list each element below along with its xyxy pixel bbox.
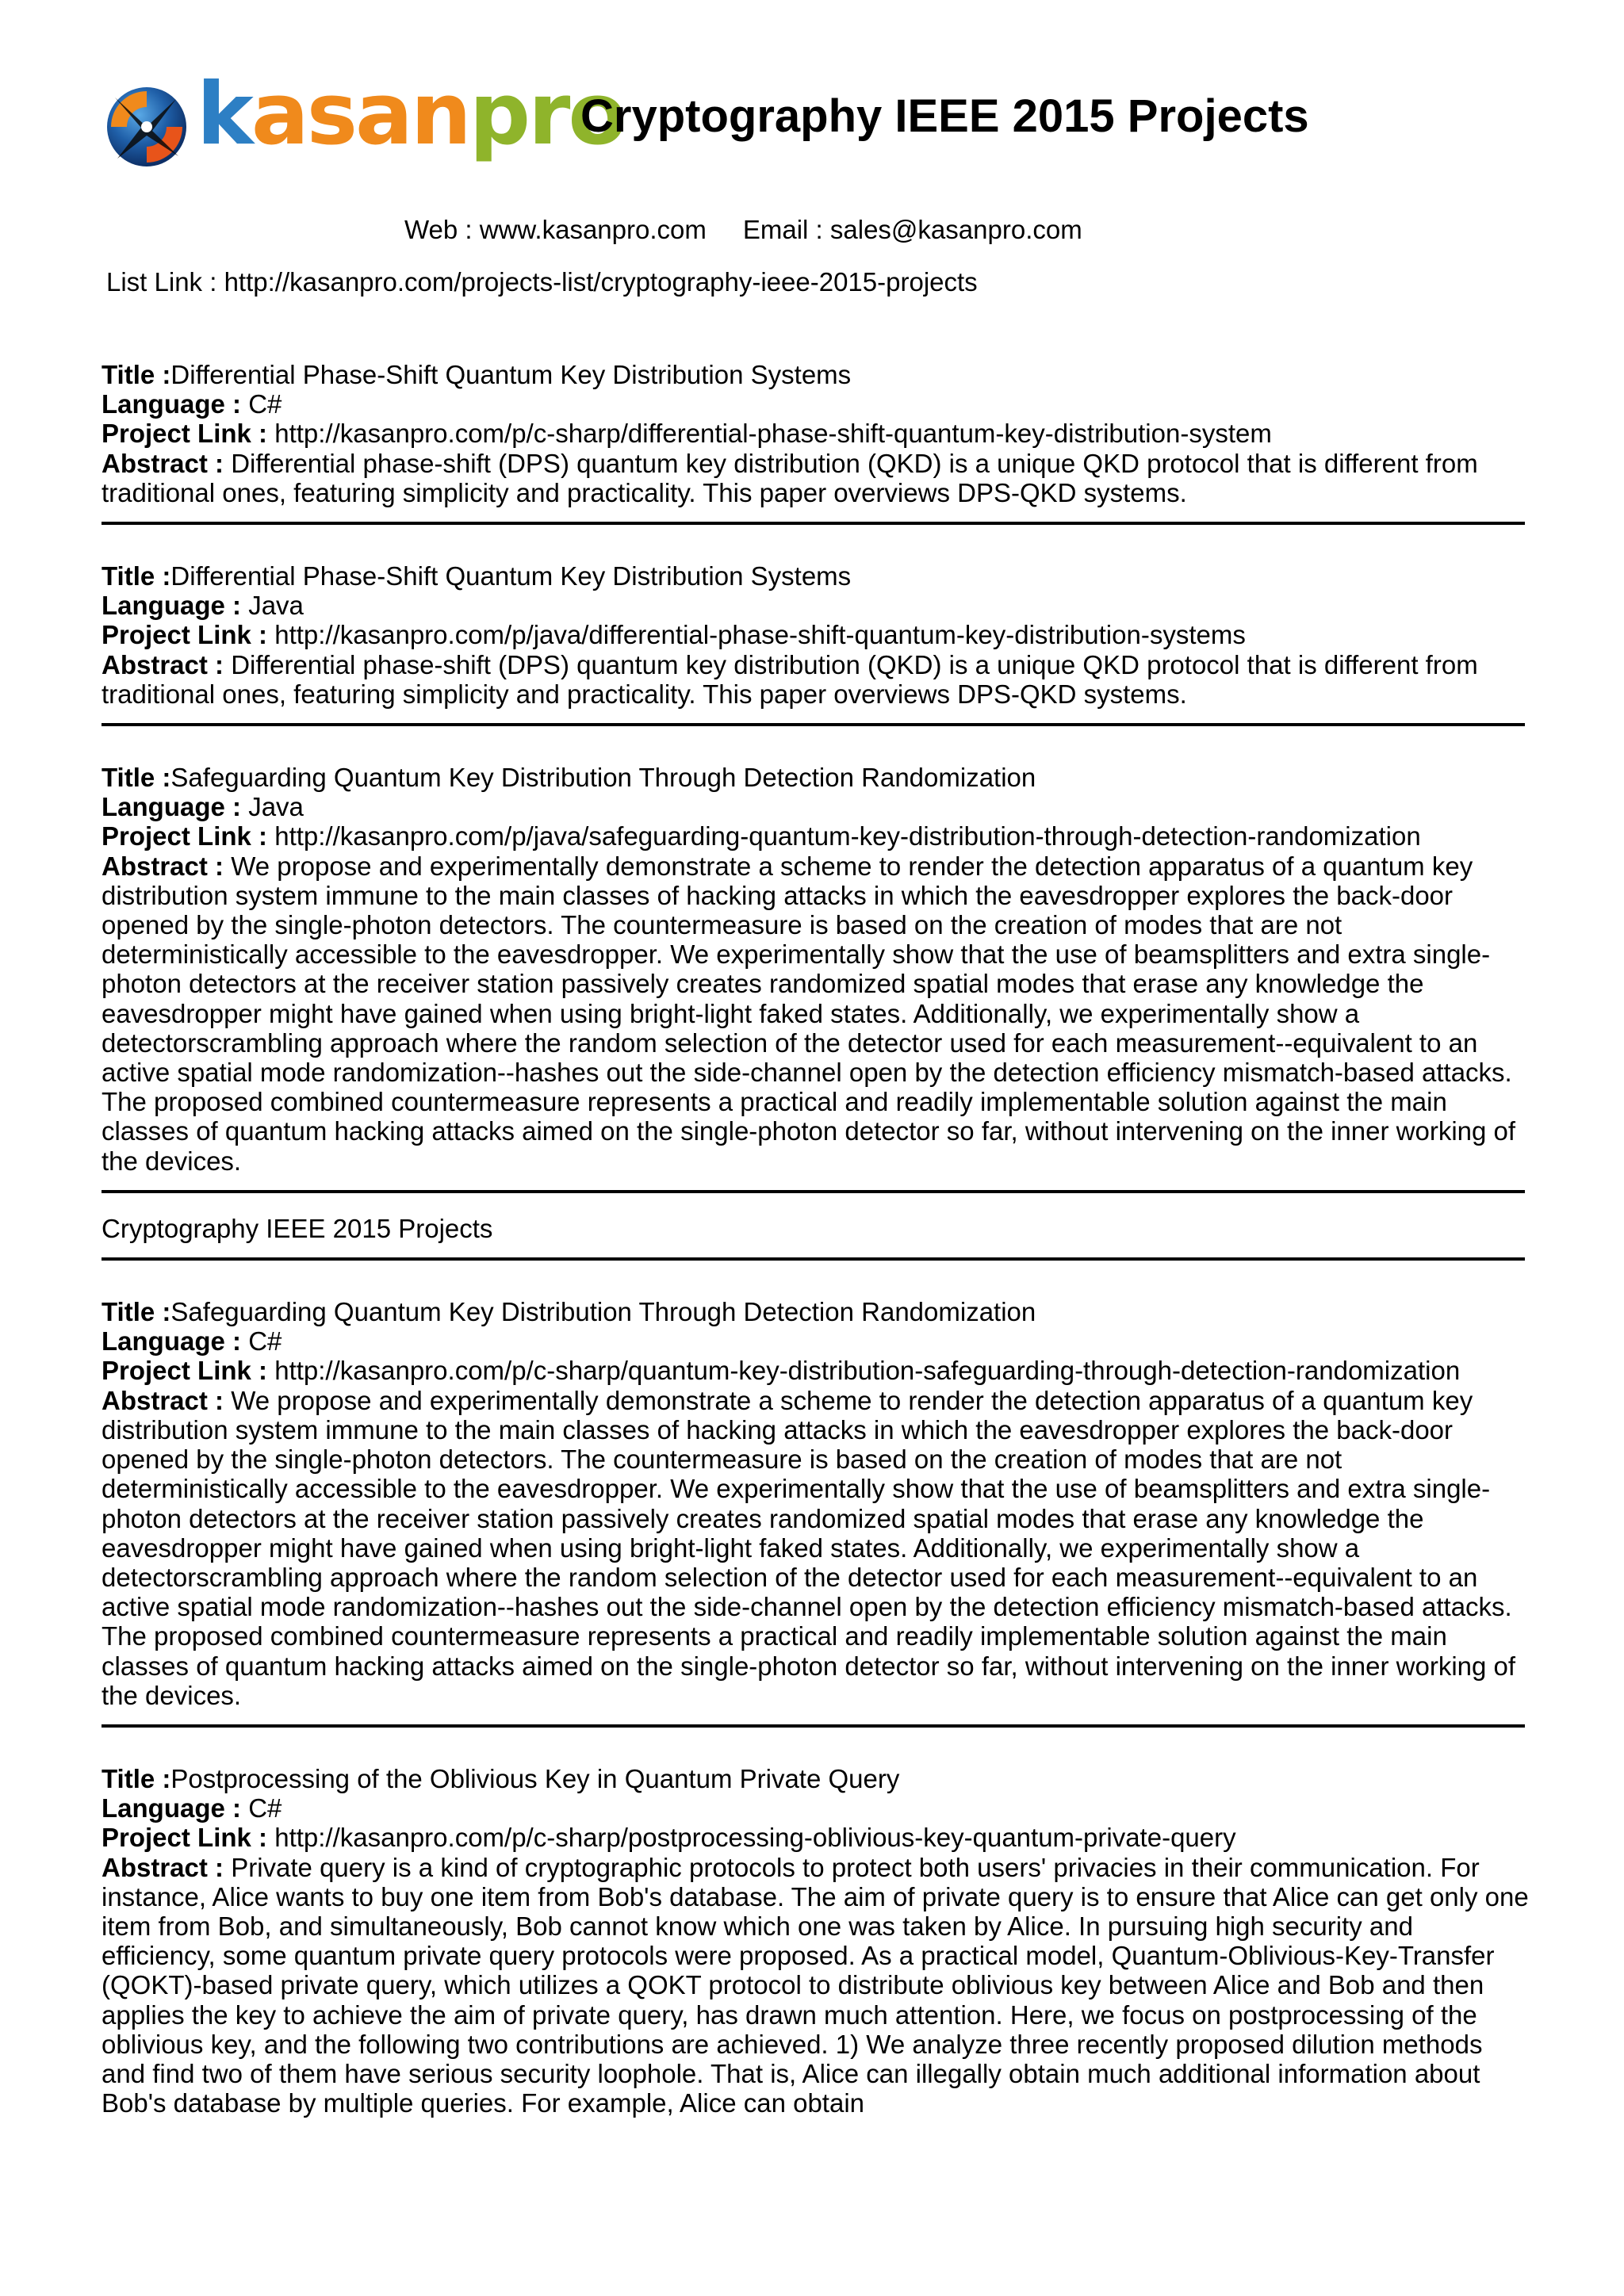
entry-abstract-row: Abstract : Differential phase-shift (DPS) quantum key distribution (QKD) is a unique QKD protocol that is different from traditional ones, featuring simplicity and practicality. This paper overviews DPS-QKD systems. <box>102 448 1478 507</box>
entry-abstract-row: Abstract : We propose and experimentally demonstrate a scheme to render the detection apparatus of a quantum key distribution system immune to the main classes of hacking attacks in which the eavesdropper explores the back-door opened by the single-photon detectors. The countermeasure is based on the creation of modes that are not deterministically accessible to the eavesdropper. We experimentally show that the use of beamsplitters and extra single-photon detectors at the receiver station passively creates randomized spatial modes that erase any knowledge the eavesdropper might have gained when using bright-light faked states. Additionally, we experimentally show a detectorscrambling approach where the random selection of the detector used for each measurement--equivalent to an active spatial mode randomization--hashes out the side-channel open by the detection efficiency mismatch-based attacks. The proposed combined countermeasure represents a practical and readily implementable solution against the main classes of quantum hacking attacks aimed on the single-photon detector so far, without intervening on the inner working of the devices. <box>102 1385 1516 1710</box>
project-entry <box>102 360 1529 525</box>
project-entry <box>102 1297 1529 1728</box>
project-entry <box>102 561 1529 726</box>
globe-star-icon <box>103 83 190 170</box>
entry-language-row: Language : Java <box>102 591 304 621</box>
entry-link-row: Project Link : http://kasanpro.com/p/c-sharp/differential-phase-shift-quantum-key-distribution-system <box>102 419 1272 449</box>
entry-title-row: Title :Postprocessing of the Oblivious Key in Quantum Private Query <box>102 1763 900 1793</box>
entry-project-link[interactable]: http://kasanpro.com/p/java/differential-phase-shift-quantum-key-distribution-systems <box>274 620 1246 650</box>
project-entry <box>102 763 1529 1193</box>
contact-line <box>404 214 1082 246</box>
entry-abstract: Differential phase-shift (DPS) quantum key distribution (QKD) is a unique QKD protocol that is different from traditional ones, featuring simplicity and practicality. This paper overviews DPS-QKD systems. <box>102 448 1478 507</box>
kasanpro-logo[interactable] <box>103 65 625 174</box>
entry-abstract: Private query is a kind of cryptographic protocols to protect both users' privacies in their communication. For instance, Alice wants to buy one item from Bob's database. The aim of private query is to ensure that Alice can get only one item from Bob, and simultaneously, Bob cannot know which one was taken by Alice. In pursuing high security and efficiency, some quantum private query protocols were proposed. As a practical model, Quantum-Oblivious-Key-Transfer (QOKT)-based private query, which utilizes a QOKT protocol to distribute oblivious key between Alice and Bob and then applies the key to achieve the aim of private query, has drawn much attention. Here, we focus on postprocessing of the oblivious key, and the following two contributions are achieved. 1) We analyze three recently proposed dilution methods and find two of them have serious security loophole. That is, Alice can illegally obtain much additional information about Bob's database by multiple queries. For example, Alice can obtain <box>102 1852 1529 2118</box>
list-link[interactable]: List Link : http://kasanpro.com/projects-list/cryptography-ieee-2015-projects <box>106 267 978 297</box>
entry-link-row: Project Link : http://kasanpro.com/p/java/safeguarding-quantum-key-distribution-through-detection-randomization <box>102 821 1421 851</box>
page-title: Cryptography IEEE 2015 Projects <box>580 90 1309 142</box>
entry-abstract-row: Abstract : Private query is a kind of cryptographic protocols to protect both users' privacies in their communication. For instance, Alice wants to buy one item from Bob's database. The aim of private query is to ensure that Alice can get only one item from Bob, and simultaneously, Bob cannot know which one was taken by Alice. In pursuing high security and efficiency, some quantum private query protocols were proposed. As a practical model, Quantum-Oblivious-Key-Transfer (QOKT)-based private query, which utilizes a QOKT protocol to distribute oblivious key between Alice and Bob and then applies the key to achieve the aim of private query, has drawn much attention. Here, we focus on postprocessing of the oblivious key, and the following two contributions are achieved. 1) We analyze three recently proposed dilution methods and find two of them have serious security loophole. That is, Alice can illegally obtain much additional information about Bob's database by multiple queries. For example, Alice can obtain <box>102 1852 1529 2118</box>
entry-title: Differential Phase-Shift Quantum Key Distribution Systems <box>170 360 852 389</box>
entry-link-row: Project Link : http://kasanpro.com/p/c-sharp/quantum-key-distribution-safeguarding-through-detection-randomization <box>102 1356 1461 1386</box>
entry-link-row: Project Link : http://kasanpro.com/p/java/differential-phase-shift-quantum-key-distribution-systems <box>102 620 1246 650</box>
email-link[interactable]: Email : sales@kasanpro.com <box>742 215 1082 244</box>
entry-project-link[interactable]: http://kasanpro.com/p/c-sharp/differential-phase-shift-quantum-key-distribution-system <box>274 419 1272 449</box>
entry-title-row: Title :Differential Phase-Shift Quantum Key Distribution Systems <box>102 360 852 389</box>
entry-title-row: Title :Safeguarding Quantum Key Distribution Through Detection Randomization <box>102 763 1036 793</box>
website-link[interactable]: Web : www.kasanpro.com <box>404 215 707 244</box>
entry-language-row: Language : C# <box>102 1326 282 1357</box>
entry-language: C# <box>248 1793 282 1823</box>
entry-language: C# <box>248 389 282 419</box>
entry-title-row: Title :Safeguarding Quantum Key Distribution Through Detection Randomization <box>102 1297 1036 1327</box>
entry-language: C# <box>248 1326 282 1357</box>
entry-title: Differential Phase-Shift Quantum Key Distribution Systems <box>170 561 852 591</box>
entry-abstract: Differential phase-shift (DPS) quantum key distribution (QKD) is a unique QKD protocol that is different from traditional ones, featuring simplicity and practicality. This paper overviews DPS-QKD systems. <box>102 649 1478 709</box>
entry-language-row: Language : C# <box>102 389 282 419</box>
entry-title-row: Title :Differential Phase-Shift Quantum Key Distribution Systems <box>102 561 852 591</box>
projects-list <box>102 360 1529 2118</box>
entry-project-link[interactable]: http://kasanpro.com/p/java/safeguarding-quantum-key-distribution-through-detection-randomization <box>274 821 1421 851</box>
entry-project-link[interactable]: http://kasanpro.com/p/c-sharp/postprocessing-oblivious-key-quantum-private-query <box>274 1823 1236 1853</box>
entry-title: Postprocessing of the Oblivious Key in Quantum Private Query <box>170 1763 900 1793</box>
entry-language: Java <box>248 591 304 621</box>
entry-language: Java <box>248 792 304 822</box>
entry-abstract-row: Abstract : We propose and experimentally demonstrate a scheme to render the detection apparatus of a quantum key distribution system immune to the main classes of hacking attacks in which the eavesdropper explores the back-door opened by the single-photon detectors. The countermeasure is based on the creation of modes that are not deterministically accessible to the eavesdropper. We experimentally show that the use of beamsplitters and extra single-photon detectors at the receiver station passively creates randomized spatial modes that erase any knowledge the eavesdropper might have gained when using bright-light faked states. Additionally, we experimentally show a detectorscrambling approach where the random selection of the detector used for each measurement--equivalent to an active spatial mode randomization--hashes out the side-channel open by the detection efficiency mismatch-based attacks. The proposed combined countermeasure represents a practical and readily implementable solution against the main classes of quantum hacking attacks aimed on the single-photon detector so far, without intervening on the inner working of the devices. <box>102 851 1516 1176</box>
entry-abstract-row: Abstract : Differential phase-shift (DPS) quantum key distribution (QKD) is a unique QKD protocol that is different from traditional ones, featuring simplicity and practicality. This paper overviews DPS-QKD systems. <box>102 649 1478 709</box>
entry-language-row: Language : Java <box>102 792 304 822</box>
page-header <box>0 0 1624 317</box>
logo-wordmark: kasanpro <box>197 65 625 164</box>
entry-project-link[interactable]: http://kasanpro.com/p/c-sharp/quantum-key-distribution-safeguarding-through-detection-randomization <box>274 1356 1461 1386</box>
entry-title: Safeguarding Quantum Key Distribution Through Detection Randomization <box>170 1297 1036 1327</box>
section-footer: Cryptography IEEE 2015 Projects <box>102 1213 493 1243</box>
entry-abstract: We propose and experimentally demonstrate a scheme to render the detection apparatus of a quantum key distribution system immune to the main classes of hacking attacks in which the eavesdropper explores the back-door opened by the single-photon detectors. The countermeasure is based on the creation of modes that are not deterministically accessible to the eavesdropper. We experimentally show that the use of beamsplitters and extra single-photon detectors at the receiver station passively creates randomized spatial modes that erase any knowledge the eavesdropper might have gained when using bright-light faked states. Additionally, we experimentally show a detectorscrambling approach where the random selection of the detector used for each measurement--equivalent to an active spatial mode randomization--hashes out the side-channel open by the detection efficiency mismatch-based attacks. The proposed combined countermeasure represents a practical and readily implementable solution against the main classes of quantum hacking attacks aimed on the single-photon detector so far, without intervening on the inner working of the devices. <box>102 851 1516 1176</box>
entry-title: Safeguarding Quantum Key Distribution Through Detection Randomization <box>170 763 1036 793</box>
project-entry <box>102 1764 1529 2118</box>
entry-abstract: We propose and experimentally demonstrate a scheme to render the detection apparatus of a quantum key distribution system immune to the main classes of hacking attacks in which the eavesdropper explores the back-door opened by the single-photon detectors. The countermeasure is based on the creation of modes that are not deterministically accessible to the eavesdropper. We experimentally show that the use of beamsplitters and extra single-photon detectors at the receiver station passively creates randomized spatial modes that erase any knowledge the eavesdropper might have gained when using bright-light faked states. Additionally, we experimentally show a detectorscrambling approach where the random selection of the detector used for each measurement--equivalent to an active spatial mode randomization--hashes out the side-channel open by the detection efficiency mismatch-based attacks. The proposed combined countermeasure represents a practical and readily implementable solution against the main classes of quantum hacking attacks aimed on the single-photon detector so far, without intervening on the inner working of the devices. <box>102 1385 1516 1710</box>
entry-link-row: Project Link : http://kasanpro.com/p/c-sharp/postprocessing-oblivious-key-quantum-private-query <box>102 1823 1236 1853</box>
entry-language-row: Language : C# <box>102 1793 282 1823</box>
